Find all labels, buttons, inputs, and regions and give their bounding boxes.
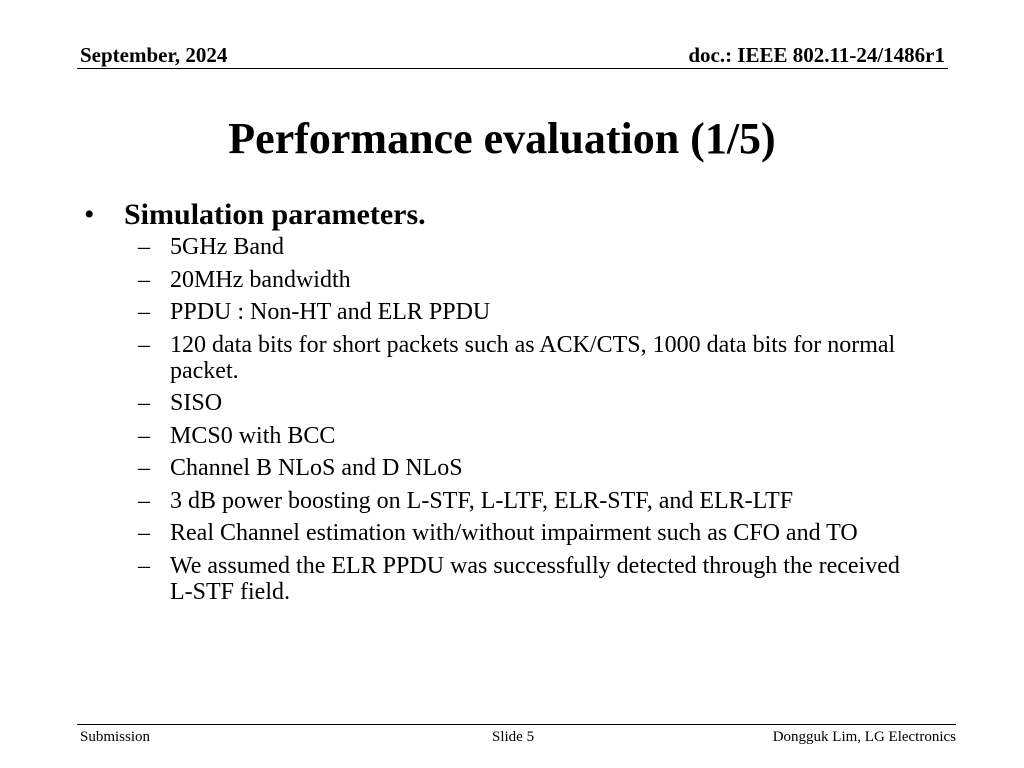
list-item <box>138 390 928 416</box>
dash-icon: – <box>138 552 150 579</box>
dash-icon: – <box>138 234 150 260</box>
dash-icon: – <box>138 299 150 325</box>
list-item-text: 5GHz Band <box>170 234 284 260</box>
footer-slide-number: Slide 5 <box>492 729 535 745</box>
dash-icon: – <box>138 266 150 293</box>
list-item-text: 3 dB power boosting on L-STF, L-LTF, ELR-STF, and ELR-LTF <box>170 487 794 514</box>
bullet-icon: • <box>84 198 95 231</box>
list-item-text: Real Channel estimation with/without impairment such as CFO and TO <box>170 520 858 546</box>
slide-title: Performance evaluation (1/5) <box>228 114 776 163</box>
dash-icon: – <box>138 487 150 514</box>
list-item <box>138 332 928 384</box>
dash-icon: – <box>138 455 150 481</box>
list-item-text: 20MHz bandwidth <box>170 266 351 293</box>
main-bullet-text: Simulation parameters. <box>124 198 426 231</box>
dash-icon: – <box>138 422 150 449</box>
dash-icon: – <box>138 331 150 358</box>
header-divider <box>77 68 948 69</box>
header-doc-id: doc.: IEEE 802.11-24/1486r1 <box>688 43 945 67</box>
list-item <box>138 423 928 449</box>
list-item <box>138 520 928 546</box>
list-item-text: PPDU : Non-HT and ELR PPDU <box>170 299 491 325</box>
list-item-text: We assumed the ELR PPDU was successfully detected through the received L-STF field. <box>170 552 900 605</box>
dash-icon: – <box>138 390 150 416</box>
list-item-text: 120 data bits for short packets such as ACK/CTS, 1000 data bits for normal packet. <box>170 331 896 384</box>
list-item <box>138 234 928 260</box>
header-date: September, 2024 <box>80 43 228 67</box>
footer-author: Dongguk Lim, LG Electronics <box>772 729 956 745</box>
list-item-text: MCS0 with BCC <box>170 422 336 449</box>
list-item <box>138 488 928 514</box>
dash-icon: – <box>138 520 150 546</box>
list-item <box>138 553 928 605</box>
list-item-text: SISO <box>170 390 223 416</box>
parameter-list <box>138 234 928 611</box>
list-item <box>138 267 928 293</box>
footer-divider <box>77 724 956 725</box>
footer-submission: Submission <box>80 729 151 745</box>
list-item-text: Channel B NLoS and D NLoS <box>170 455 463 481</box>
list-item <box>138 299 928 325</box>
list-item <box>138 455 928 481</box>
